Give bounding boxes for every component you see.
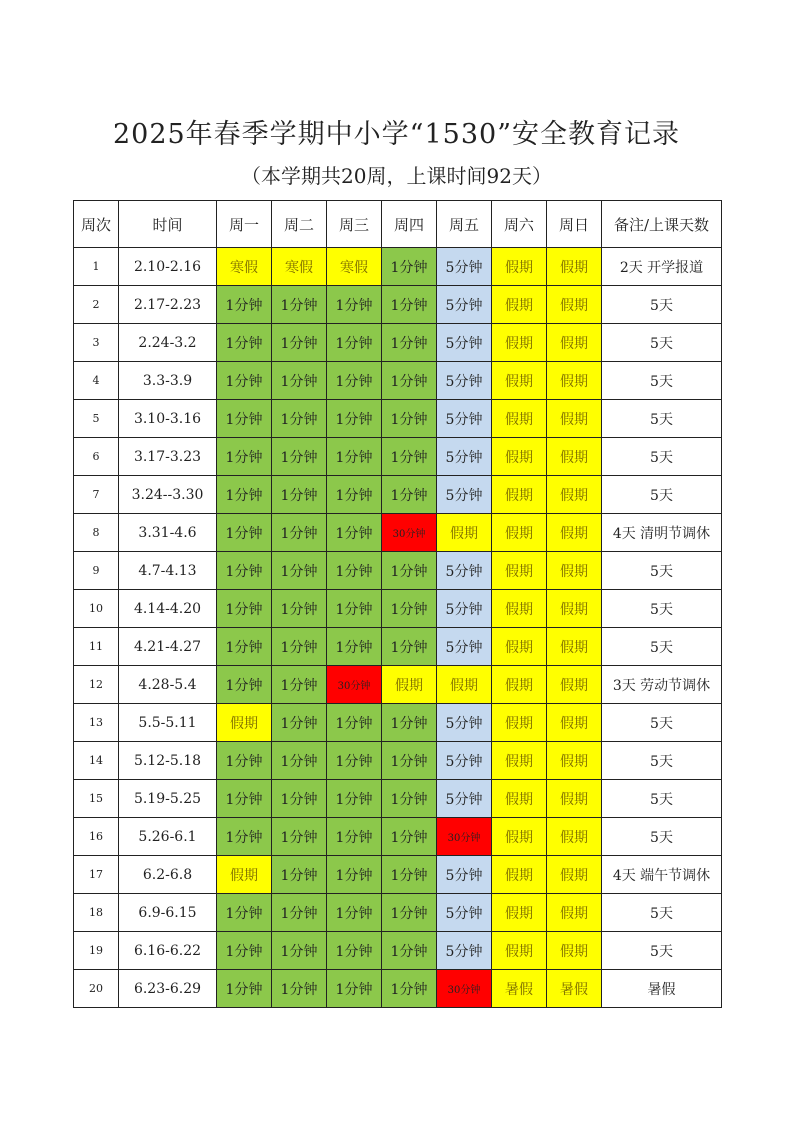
day-cell: 1分钟 xyxy=(382,400,437,438)
day-cell: 假期 xyxy=(547,248,602,286)
day-cell: 1分钟 xyxy=(382,590,437,628)
day-cell: 1分钟 xyxy=(272,286,327,324)
day-cell: 假期 xyxy=(382,666,437,704)
day-cell: 假期 xyxy=(547,324,602,362)
table-row xyxy=(74,590,722,628)
date-range: 2.17-2.23 xyxy=(119,286,217,324)
date-range: 5.5-5.11 xyxy=(119,704,217,742)
day-cell: 5分钟 xyxy=(437,932,492,970)
day-cell: 1分钟 xyxy=(327,400,382,438)
column-header: 周二 xyxy=(272,201,327,248)
day-cell: 假期 xyxy=(547,362,602,400)
note-cell: 5天 xyxy=(602,894,722,932)
day-cell: 1分钟 xyxy=(382,894,437,932)
day-cell: 假期 xyxy=(492,894,547,932)
day-cell: 1分钟 xyxy=(272,856,327,894)
day-cell: 5分钟 xyxy=(437,780,492,818)
day-cell: 1分钟 xyxy=(327,856,382,894)
week-number: 4 xyxy=(74,362,119,400)
table-row xyxy=(74,362,722,400)
day-cell: 假期 xyxy=(547,552,602,590)
day-cell: 假期 xyxy=(547,400,602,438)
table-row xyxy=(74,628,722,666)
day-cell: 假期 xyxy=(492,514,547,552)
day-cell: 假期 xyxy=(547,666,602,704)
date-range: 3.3-3.9 xyxy=(119,362,217,400)
day-cell: 假期 xyxy=(547,742,602,780)
week-number: 18 xyxy=(74,894,119,932)
week-number: 13 xyxy=(74,704,119,742)
day-cell: 假期 xyxy=(492,704,547,742)
note-cell: 4天 清明节调休 xyxy=(602,514,722,552)
day-cell: 假期 xyxy=(217,856,272,894)
week-number: 14 xyxy=(74,742,119,780)
day-cell: 1分钟 xyxy=(272,552,327,590)
day-cell: 1分钟 xyxy=(382,248,437,286)
table-row xyxy=(74,818,722,856)
day-cell: 假期 xyxy=(492,742,547,780)
day-cell: 假期 xyxy=(492,400,547,438)
day-cell: 1分钟 xyxy=(217,324,272,362)
day-cell: 1分钟 xyxy=(327,970,382,1008)
week-number: 10 xyxy=(74,590,119,628)
day-cell: 30分钟 xyxy=(437,818,492,856)
day-cell: 假期 xyxy=(492,286,547,324)
table-row xyxy=(74,552,722,590)
column-header: 周三 xyxy=(327,201,382,248)
day-cell: 1分钟 xyxy=(272,666,327,704)
table-row xyxy=(74,666,722,704)
day-cell: 假期 xyxy=(437,666,492,704)
day-cell: 1分钟 xyxy=(217,514,272,552)
table-row xyxy=(74,248,722,286)
note-cell: 5天 xyxy=(602,780,722,818)
day-cell: 1分钟 xyxy=(327,362,382,400)
week-number: 17 xyxy=(74,856,119,894)
day-cell: 假期 xyxy=(547,704,602,742)
day-cell: 1分钟 xyxy=(217,628,272,666)
note-cell: 5天 xyxy=(602,590,722,628)
table-row xyxy=(74,400,722,438)
day-cell: 5分钟 xyxy=(437,286,492,324)
day-cell: 1分钟 xyxy=(382,932,437,970)
date-range: 3.31-4.6 xyxy=(119,514,217,552)
day-cell: 假期 xyxy=(547,286,602,324)
day-cell: 1分钟 xyxy=(382,704,437,742)
day-cell: 1分钟 xyxy=(272,970,327,1008)
day-cell: 假期 xyxy=(547,894,602,932)
week-number: 11 xyxy=(74,628,119,666)
day-cell: 1分钟 xyxy=(217,780,272,818)
day-cell: 5分钟 xyxy=(437,362,492,400)
date-range: 5.26-6.1 xyxy=(119,818,217,856)
day-cell: 1分钟 xyxy=(327,932,382,970)
table-row xyxy=(74,286,722,324)
day-cell: 1分钟 xyxy=(217,970,272,1008)
day-cell: 假期 xyxy=(492,248,547,286)
day-cell: 1分钟 xyxy=(382,476,437,514)
day-cell: 1分钟 xyxy=(382,552,437,590)
note-cell: 5天 xyxy=(602,362,722,400)
note-cell: 5天 xyxy=(602,818,722,856)
day-cell: 假期 xyxy=(492,818,547,856)
day-cell: 1分钟 xyxy=(217,894,272,932)
day-cell: 5分钟 xyxy=(437,704,492,742)
date-range: 5.19-5.25 xyxy=(119,780,217,818)
day-cell: 1分钟 xyxy=(327,514,382,552)
day-cell: 假期 xyxy=(492,476,547,514)
day-cell: 1分钟 xyxy=(327,590,382,628)
note-cell: 5天 xyxy=(602,932,722,970)
column-header: 备注/上课天数 xyxy=(602,201,722,248)
day-cell: 假期 xyxy=(547,818,602,856)
date-range: 4.21-4.27 xyxy=(119,628,217,666)
day-cell: 30分钟 xyxy=(327,666,382,704)
note-cell: 3天 劳动节调休 xyxy=(602,666,722,704)
table-row xyxy=(74,476,722,514)
day-cell: 5分钟 xyxy=(437,590,492,628)
note-cell: 暑假 xyxy=(602,970,722,1008)
column-header: 周一 xyxy=(217,201,272,248)
week-number: 3 xyxy=(74,324,119,362)
table-row xyxy=(74,324,722,362)
day-cell: 假期 xyxy=(547,856,602,894)
day-cell: 1分钟 xyxy=(327,438,382,476)
table-row xyxy=(74,742,722,780)
table-row xyxy=(74,514,722,552)
day-cell: 5分钟 xyxy=(437,856,492,894)
day-cell: 1分钟 xyxy=(217,666,272,704)
column-header: 周五 xyxy=(437,201,492,248)
day-cell: 假期 xyxy=(547,476,602,514)
day-cell: 1分钟 xyxy=(217,476,272,514)
day-cell: 假期 xyxy=(547,514,602,552)
day-cell: 1分钟 xyxy=(272,324,327,362)
day-cell: 假期 xyxy=(492,324,547,362)
day-cell: 寒假 xyxy=(272,248,327,286)
day-cell: 假期 xyxy=(492,856,547,894)
day-cell: 假期 xyxy=(437,514,492,552)
day-cell: 1分钟 xyxy=(327,780,382,818)
date-range: 6.2-6.8 xyxy=(119,856,217,894)
day-cell: 1分钟 xyxy=(272,438,327,476)
day-cell: 1分钟 xyxy=(327,324,382,362)
day-cell: 5分钟 xyxy=(437,476,492,514)
day-cell: 1分钟 xyxy=(272,704,327,742)
date-range: 6.23-6.29 xyxy=(119,970,217,1008)
column-header: 周六 xyxy=(492,201,547,248)
week-number: 6 xyxy=(74,438,119,476)
day-cell: 1分钟 xyxy=(382,970,437,1008)
table-row xyxy=(74,970,722,1008)
day-cell: 假期 xyxy=(217,704,272,742)
day-cell: 1分钟 xyxy=(272,742,327,780)
day-cell: 假期 xyxy=(492,666,547,704)
day-cell: 1分钟 xyxy=(327,742,382,780)
table-header-row xyxy=(74,201,722,248)
day-cell: 假期 xyxy=(547,780,602,818)
day-cell: 1分钟 xyxy=(272,362,327,400)
date-range: 4.14-4.20 xyxy=(119,590,217,628)
note-cell: 5天 xyxy=(602,400,722,438)
day-cell: 5分钟 xyxy=(437,248,492,286)
date-range: 3.10-3.16 xyxy=(119,400,217,438)
day-cell: 1分钟 xyxy=(327,704,382,742)
safety-record-table xyxy=(73,200,722,1008)
day-cell: 假期 xyxy=(492,932,547,970)
note-cell: 5天 xyxy=(602,438,722,476)
day-cell: 1分钟 xyxy=(272,932,327,970)
date-range: 3.17-3.23 xyxy=(119,438,217,476)
date-range: 3.24--3.30 xyxy=(119,476,217,514)
note-cell: 5天 xyxy=(602,742,722,780)
day-cell: 寒假 xyxy=(327,248,382,286)
day-cell: 1分钟 xyxy=(217,552,272,590)
day-cell: 1分钟 xyxy=(382,362,437,400)
day-cell: 1分钟 xyxy=(272,476,327,514)
day-cell: 假期 xyxy=(492,552,547,590)
week-number: 15 xyxy=(74,780,119,818)
day-cell: 1分钟 xyxy=(272,780,327,818)
day-cell: 1分钟 xyxy=(217,286,272,324)
note-cell: 5天 xyxy=(602,552,722,590)
column-header: 时间 xyxy=(119,201,217,248)
day-cell: 1分钟 xyxy=(382,856,437,894)
note-cell: 4天 端午节调休 xyxy=(602,856,722,894)
table-row xyxy=(74,780,722,818)
table-row xyxy=(74,856,722,894)
day-cell: 1分钟 xyxy=(327,818,382,856)
day-cell: 1分钟 xyxy=(217,590,272,628)
week-number: 5 xyxy=(74,400,119,438)
day-cell: 30分钟 xyxy=(382,514,437,552)
date-range: 2.10-2.16 xyxy=(119,248,217,286)
document-subtitle: （本学期共20周，上课时间92天） xyxy=(241,164,552,188)
table-row xyxy=(74,894,722,932)
day-cell: 假期 xyxy=(492,362,547,400)
week-number: 19 xyxy=(74,932,119,970)
note-cell: 2天 开学报道 xyxy=(602,248,722,286)
day-cell: 假期 xyxy=(547,438,602,476)
day-cell: 1分钟 xyxy=(327,894,382,932)
table-row xyxy=(74,438,722,476)
day-cell: 1分钟 xyxy=(217,438,272,476)
date-range: 5.12-5.18 xyxy=(119,742,217,780)
date-range: 2.24-3.2 xyxy=(119,324,217,362)
week-number: 20 xyxy=(74,970,119,1008)
day-cell: 假期 xyxy=(547,932,602,970)
day-cell: 假期 xyxy=(492,628,547,666)
note-cell: 5天 xyxy=(602,628,722,666)
day-cell: 1分钟 xyxy=(217,818,272,856)
day-cell: 1分钟 xyxy=(272,400,327,438)
week-number: 1 xyxy=(74,248,119,286)
date-range: 6.16-6.22 xyxy=(119,932,217,970)
day-cell: 假期 xyxy=(492,780,547,818)
day-cell: 1分钟 xyxy=(382,628,437,666)
day-cell: 1分钟 xyxy=(217,932,272,970)
day-cell: 1分钟 xyxy=(272,894,327,932)
day-cell: 1分钟 xyxy=(382,438,437,476)
day-cell: 1分钟 xyxy=(217,362,272,400)
day-cell: 暑假 xyxy=(492,970,547,1008)
date-range: 4.28-5.4 xyxy=(119,666,217,704)
day-cell: 1分钟 xyxy=(272,590,327,628)
day-cell: 假期 xyxy=(547,628,602,666)
date-range: 4.7-4.13 xyxy=(119,552,217,590)
day-cell: 1分钟 xyxy=(382,818,437,856)
week-number: 2 xyxy=(74,286,119,324)
column-header: 周日 xyxy=(547,201,602,248)
week-number: 9 xyxy=(74,552,119,590)
week-number: 12 xyxy=(74,666,119,704)
table-row xyxy=(74,932,722,970)
day-cell: 假期 xyxy=(492,590,547,628)
day-cell: 1分钟 xyxy=(327,286,382,324)
day-cell: 1分钟 xyxy=(327,552,382,590)
day-cell: 5分钟 xyxy=(437,324,492,362)
day-cell: 1分钟 xyxy=(382,324,437,362)
day-cell: 1分钟 xyxy=(382,780,437,818)
day-cell: 1分钟 xyxy=(217,742,272,780)
note-cell: 5天 xyxy=(602,286,722,324)
day-cell: 假期 xyxy=(492,438,547,476)
week-number: 8 xyxy=(74,514,119,552)
column-header: 周次 xyxy=(74,201,119,248)
week-number: 16 xyxy=(74,818,119,856)
week-number: 7 xyxy=(74,476,119,514)
day-cell: 30分钟 xyxy=(437,970,492,1008)
day-cell: 1分钟 xyxy=(327,476,382,514)
day-cell: 5分钟 xyxy=(437,400,492,438)
day-cell: 寒假 xyxy=(217,248,272,286)
day-cell: 5分钟 xyxy=(437,438,492,476)
note-cell: 5天 xyxy=(602,324,722,362)
day-cell: 1分钟 xyxy=(327,628,382,666)
day-cell: 暑假 xyxy=(547,970,602,1008)
day-cell: 1分钟 xyxy=(272,628,327,666)
column-header: 周四 xyxy=(382,201,437,248)
day-cell: 1分钟 xyxy=(272,818,327,856)
note-cell: 5天 xyxy=(602,476,722,514)
day-cell: 5分钟 xyxy=(437,628,492,666)
day-cell: 1分钟 xyxy=(382,286,437,324)
day-cell: 1分钟 xyxy=(382,742,437,780)
day-cell: 假期 xyxy=(547,590,602,628)
date-range: 6.9-6.15 xyxy=(119,894,217,932)
note-cell: 5天 xyxy=(602,704,722,742)
day-cell: 5分钟 xyxy=(437,742,492,780)
day-cell: 5分钟 xyxy=(437,894,492,932)
day-cell: 1分钟 xyxy=(272,514,327,552)
day-cell: 1分钟 xyxy=(217,400,272,438)
day-cell: 5分钟 xyxy=(437,552,492,590)
document-title: 2025年春季学期中小学“1530”安全教育记录 xyxy=(112,119,681,150)
table-row xyxy=(74,704,722,742)
